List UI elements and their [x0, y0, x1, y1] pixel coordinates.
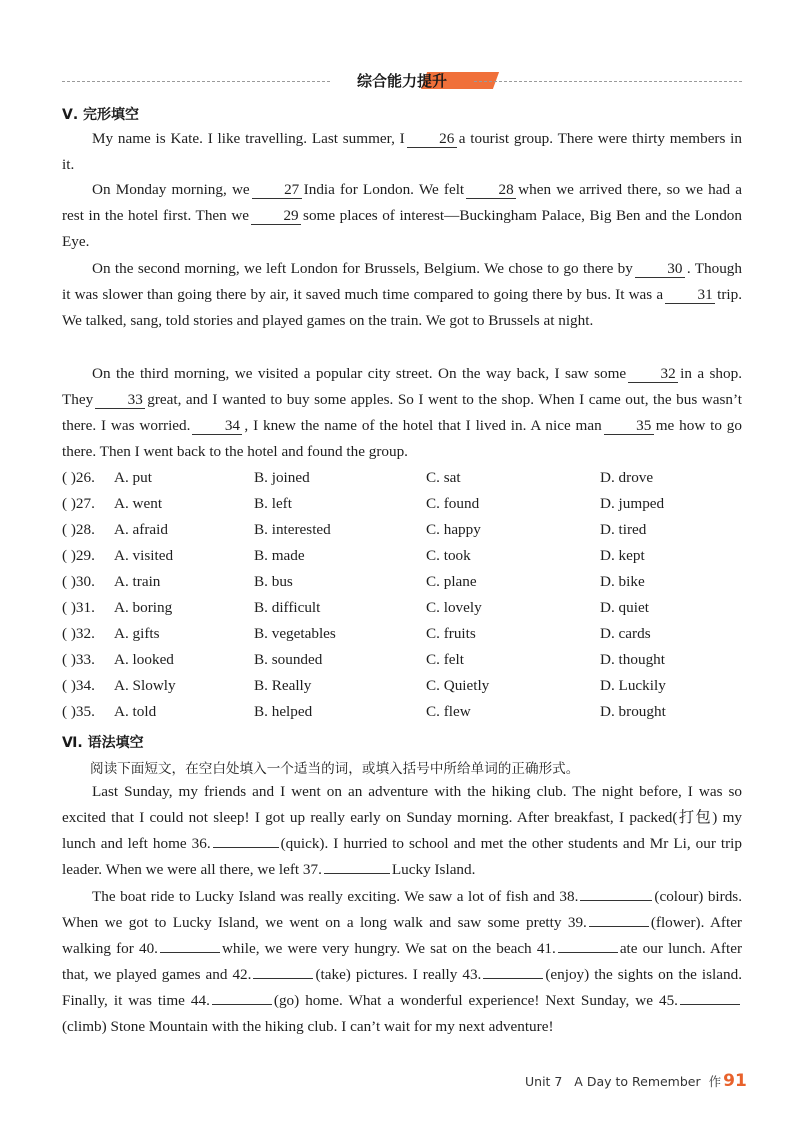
- footer-mark: 作: [708, 1074, 722, 1089]
- banner-rule-right: [474, 81, 742, 82]
- cloze-paragraph-2: On Monday morning, we 27 India for London. We felt 28 when we arrived there, so we had a rest in the hotel first. Then we 29 some places of interest—Buckingham Palace, Big Ben and the London Eye.: [62, 181, 742, 250]
- option-a[interactable]: A. went: [114, 495, 163, 512]
- footer-unit-title: A Day to Remember: [574, 1074, 701, 1089]
- blank-44[interactable]: [212, 1004, 272, 1005]
- blank-30[interactable]: 30: [635, 260, 685, 278]
- option-d[interactable]: D. brought: [600, 703, 666, 720]
- option-d[interactable]: D. kept: [600, 547, 645, 564]
- cloze-paragraph-1: My name is Kate. I like travelling. Last summer, I 26 a tourist group. There were thirty members in it.: [62, 130, 742, 173]
- option-b[interactable]: B. Really: [254, 677, 312, 694]
- page-number: 91: [723, 1071, 747, 1091]
- option-a[interactable]: A. put: [114, 469, 152, 486]
- question-number[interactable]: ( )27.: [62, 495, 95, 512]
- option-b[interactable]: B. joined: [254, 469, 310, 486]
- option-c[interactable]: C. sat: [426, 469, 461, 486]
- option-c[interactable]: C. Quietly: [426, 677, 490, 694]
- blank-42[interactable]: [253, 978, 313, 979]
- option-b[interactable]: B. made: [254, 547, 305, 564]
- blank-34[interactable]: 34: [192, 417, 242, 435]
- option-row-28: [62, 517, 742, 543]
- option-a[interactable]: A. told: [114, 703, 157, 720]
- blank-43[interactable]: [483, 978, 543, 979]
- blank-45[interactable]: [680, 1004, 740, 1005]
- option-b[interactable]: B. bus: [254, 573, 293, 590]
- footer-unit: Unit 7: [525, 1074, 563, 1089]
- blank-33[interactable]: 33: [95, 391, 145, 409]
- option-d[interactable]: D. jumped: [600, 495, 665, 512]
- option-row-33: [62, 647, 742, 673]
- option-a[interactable]: A. visited: [114, 547, 174, 564]
- option-a[interactable]: A. train: [114, 573, 161, 590]
- cloze-paragraph-3: On the second morning, we left London for Brussels, Belgium. We chose to go there by 30 . Though it was slower than going there by air, it saved much time compared to going there by bus. It was a 31 trip. We talked, sang, told stories and played games on the train. We got to Brussels at night.: [62, 260, 742, 329]
- blank-37[interactable]: [324, 873, 390, 874]
- question-number[interactable]: ( )30.: [62, 573, 95, 590]
- blank-27[interactable]: 27: [252, 181, 302, 199]
- question-number[interactable]: ( )29.: [62, 547, 95, 564]
- option-row-29: [62, 543, 742, 569]
- question-number[interactable]: ( )33.: [62, 651, 95, 668]
- cloze-paragraph-4: On the third morning, we visited a popular city street. On the way back, I saw some 32 in a shop. They 33 great, and I wanted to buy some apples. So I went to the shop. When I came out, the bus wasn’t there. I was worried. 34 , I knew the name of the hotel that I lived in. A nice man 35 me how to go there. Then I went back to the hotel and found the group.: [62, 365, 742, 460]
- option-row-32: [62, 621, 742, 647]
- question-number[interactable]: ( )28.: [62, 521, 95, 538]
- option-row-27: [62, 491, 742, 517]
- option-c[interactable]: C. happy: [426, 521, 481, 538]
- option-d[interactable]: D. quiet: [600, 599, 649, 616]
- option-c[interactable]: C. fruits: [426, 625, 476, 642]
- option-b[interactable]: B. sounded: [254, 651, 323, 668]
- option-b[interactable]: B. interested: [254, 521, 331, 538]
- question-number[interactable]: ( )35.: [62, 703, 95, 720]
- option-c[interactable]: C. took: [426, 547, 471, 564]
- option-row-35: [62, 699, 742, 725]
- option-b[interactable]: B. helped: [254, 703, 313, 720]
- option-row-30: [62, 569, 742, 595]
- blank-41[interactable]: [558, 952, 618, 953]
- grammar-paragraph-2: The boat ride to Lucky Island was really exciting. We saw a lot of fish and 38. (colour) birds. When we got to Lucky Island, we went on a long walk and saw some pretty 39. (flower). After walking for 40. while, we were very hungry. We sat on the beach 41. ate our lunch. After that, we played games and 42. (take) pictures. I really 43. (enjoy) the sights on the island. Finally, it was time 44. (go) home. What a wonderful experience! Next Sunday, we 45.(climb) Stone Mountain with the hiking club. I can’t wait for my next adventure!: [62, 888, 743, 1035]
- option-c[interactable]: C. found: [426, 495, 480, 512]
- option-d[interactable]: D. drove: [600, 469, 654, 486]
- option-a[interactable]: A. boring: [114, 599, 173, 616]
- blank-36[interactable]: [213, 847, 279, 848]
- grammar-paragraph-1: Last Sunday, my friends and I went on an adventure with the hiking club. The night before, I was so excited that I could not sleep! I got up really early on Sunday morning. After breakfast, I packed(打包) my lunch and left home 36. (quick). I hurried to school and met the other students and Mr Li, our trip leader. When we were all there, we left 37. Lucky Island.: [62, 783, 742, 878]
- section6-heading: Ⅵ. 语法填空: [62, 735, 144, 751]
- banner-rule-left: [62, 81, 330, 82]
- option-b[interactable]: B. left: [254, 495, 292, 512]
- banner-title: 综合能力提升: [356, 72, 447, 90]
- blank-39[interactable]: [589, 926, 649, 927]
- blank-32[interactable]: 32: [628, 365, 678, 383]
- question-number[interactable]: ( )26.: [62, 469, 95, 486]
- option-d[interactable]: D. tired: [600, 521, 647, 538]
- blank-28[interactable]: 28: [466, 181, 516, 199]
- question-number[interactable]: ( )32.: [62, 625, 95, 642]
- question-number[interactable]: ( )34.: [62, 677, 95, 694]
- option-d[interactable]: D. thought: [600, 651, 665, 668]
- option-row-34: [62, 673, 742, 699]
- blank-26[interactable]: 26: [407, 130, 457, 148]
- option-c[interactable]: C. flew: [426, 703, 471, 720]
- section5-heading: Ⅴ. 完形填空: [62, 107, 140, 123]
- option-a[interactable]: A. Slowly: [114, 677, 176, 694]
- option-row-31: [62, 595, 742, 621]
- option-b[interactable]: B. difficult: [254, 599, 321, 616]
- blank-29[interactable]: 29: [251, 207, 301, 225]
- option-a[interactable]: A. afraid: [114, 521, 168, 538]
- option-row-26: [62, 465, 742, 491]
- option-b[interactable]: B. vegetables: [254, 625, 336, 642]
- option-a[interactable]: A. gifts: [114, 625, 160, 642]
- blank-40[interactable]: [160, 952, 220, 953]
- blank-31[interactable]: 31: [665, 286, 715, 304]
- option-d[interactable]: D. Luckily: [600, 677, 666, 694]
- option-d[interactable]: D. bike: [600, 573, 645, 590]
- question-number[interactable]: ( )31.: [62, 599, 95, 616]
- option-c[interactable]: C. plane: [426, 573, 477, 590]
- option-a[interactable]: A. looked: [114, 651, 174, 668]
- page-footer: [525, 1071, 747, 1091]
- option-c[interactable]: C. felt: [426, 651, 464, 668]
- section6-instruction: 阅读下面短文，在空白处填入一个适当的词，或填入括号中所给单词的正确形式。: [90, 761, 580, 777]
- section-banner: [62, 66, 742, 98]
- option-c[interactable]: C. lovely: [426, 599, 482, 616]
- blank-38[interactable]: [580, 900, 652, 901]
- option-d[interactable]: D. cards: [600, 625, 651, 642]
- blank-35[interactable]: 35: [604, 417, 654, 435]
